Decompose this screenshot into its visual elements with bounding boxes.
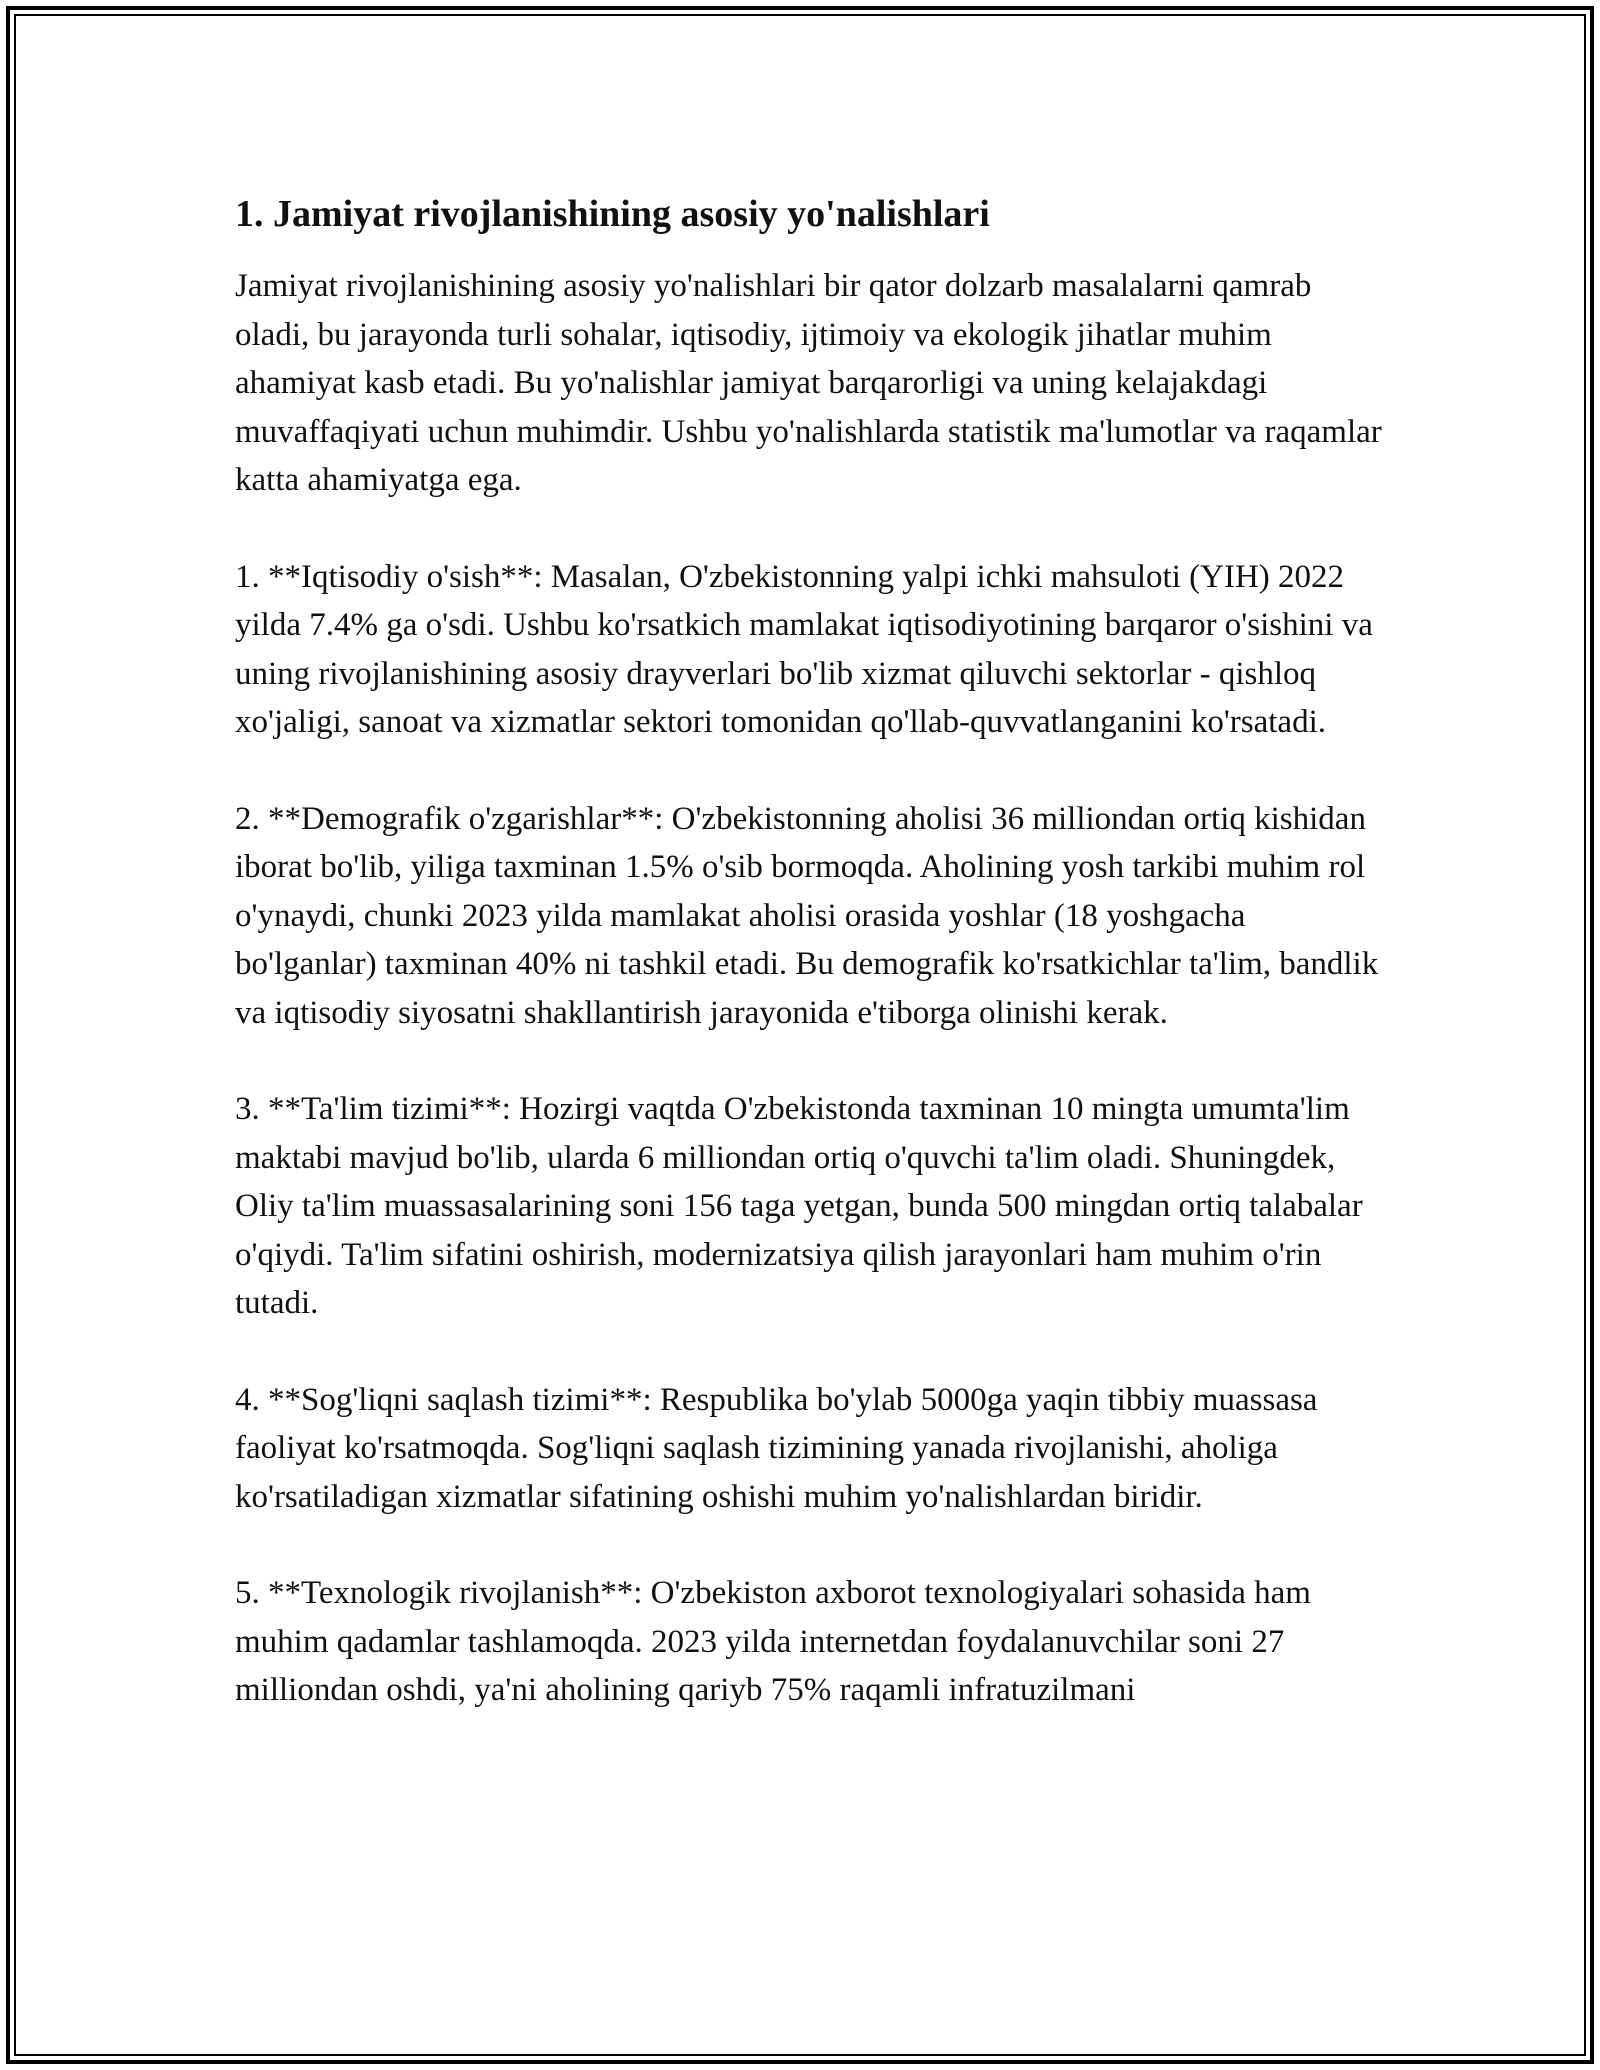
paragraph-demographic-changes: 2. **Demografik o'zgarishlar**: O'zbekistonning aholisi 36 milliondan ortiq kishidan iborat bo'lib, yiliga taxminan 1.5% o'sib bormoqda. Aholining yosh tarkibi muhim rol o'ynaydi, chunki 2023 yilda mamlakat aholisi orasida yoshlar (18 yoshgacha bo'lganlar) taxminan 40% ni tashkil etadi. Bu demografik ko'rsatkichlar ta'lim, bandlik va iqtisodiy siyosatni shakllantirish jarayonida e'tiborga olinishi kerak.	[235, 800, 1379, 1031]
paragraph-technological-development: 5. **Texnologik rivojlanish**: O'zbekiston axborot texnologiyalari sohasida ham muhim qadamlar tashlamoqda. 2023 yilda internetdan foydalanuvchilar soni 27 milliondan oshdi, ya'ni aholining qariyb 75% raqamli infratuzilmani	[235, 1575, 1311, 1708]
paragraph-education-system: 3. **Ta'lim tizimi**: Hozirgi vaqtda O'zbekistonda taxminan 10 mingta umumta'lim maktabi mavjud bo'lib, ularda 6 milliondan ortiq o'quvchi ta'lim oladi. Shuningdek, Oliy ta'lim muassasalarining soni 156 taga yetgan, bunda 500 mingdan ortiq talabalar o'qiydi. Ta'lim sifatini oshirish, modernizatsiya qilish jarayonlari ham muhim o'rin tutadi.	[235, 1091, 1363, 1321]
intro-paragraph: Jamiyat rivojlanishining asosiy yo'nalishlari bir qator dolzarb masalalarni qamrab oladi, bu jarayonda turli sohalar, iqtisodiy, ijtimoiy va ekologik jihatlar muhim ahamiyat kasb etadi. Bu yo'nalishlar jamiyat barqarorligi va uning kelajakdagi muvaffaqiyati uchun muhimdir. Ushbu yo'nalishlarda statistik ma'lumotlar va raqamlar katta ahamiyatga ega.	[235, 268, 1382, 498]
document-body	[235, 188, 1385, 1715]
section-heading: 1. Jamiyat rivojlanishining asosiy yo'nalishlari	[235, 193, 990, 235]
paragraph-economic-growth: 1. **Iqtisodiy o'sish**: Masalan, O'zbekistonning yalpi ichki mahsuloti (YIH) 2022 yilda 7.4% ga o'sdi. Ushbu ko'rsatkich mamlakat iqtisodiyotining barqaror o'sishini va uning rivojlanishining asosiy drayverlari bo'lib xizmat qiluvchi sektorlar - qishloq xo'jaligi, sanoat va xizmatlar sektori tomonidan qo'llab-quvvatlanganini ko'rsatadi.	[235, 558, 1373, 740]
paragraph-healthcare-system: 4. **Sog'liqni saqlash tizimi**: Respublika bo'ylab 5000ga yaqin tibbiy muassasa faoliyat ko'rsatmoqda. Sog'liqni saqlash tizimining yanada rivojlanishi, aholiga ko'rsatiladigan xizmatlar sifatining oshishi muhim yo'nalishlardan biridir.	[235, 1381, 1318, 1515]
